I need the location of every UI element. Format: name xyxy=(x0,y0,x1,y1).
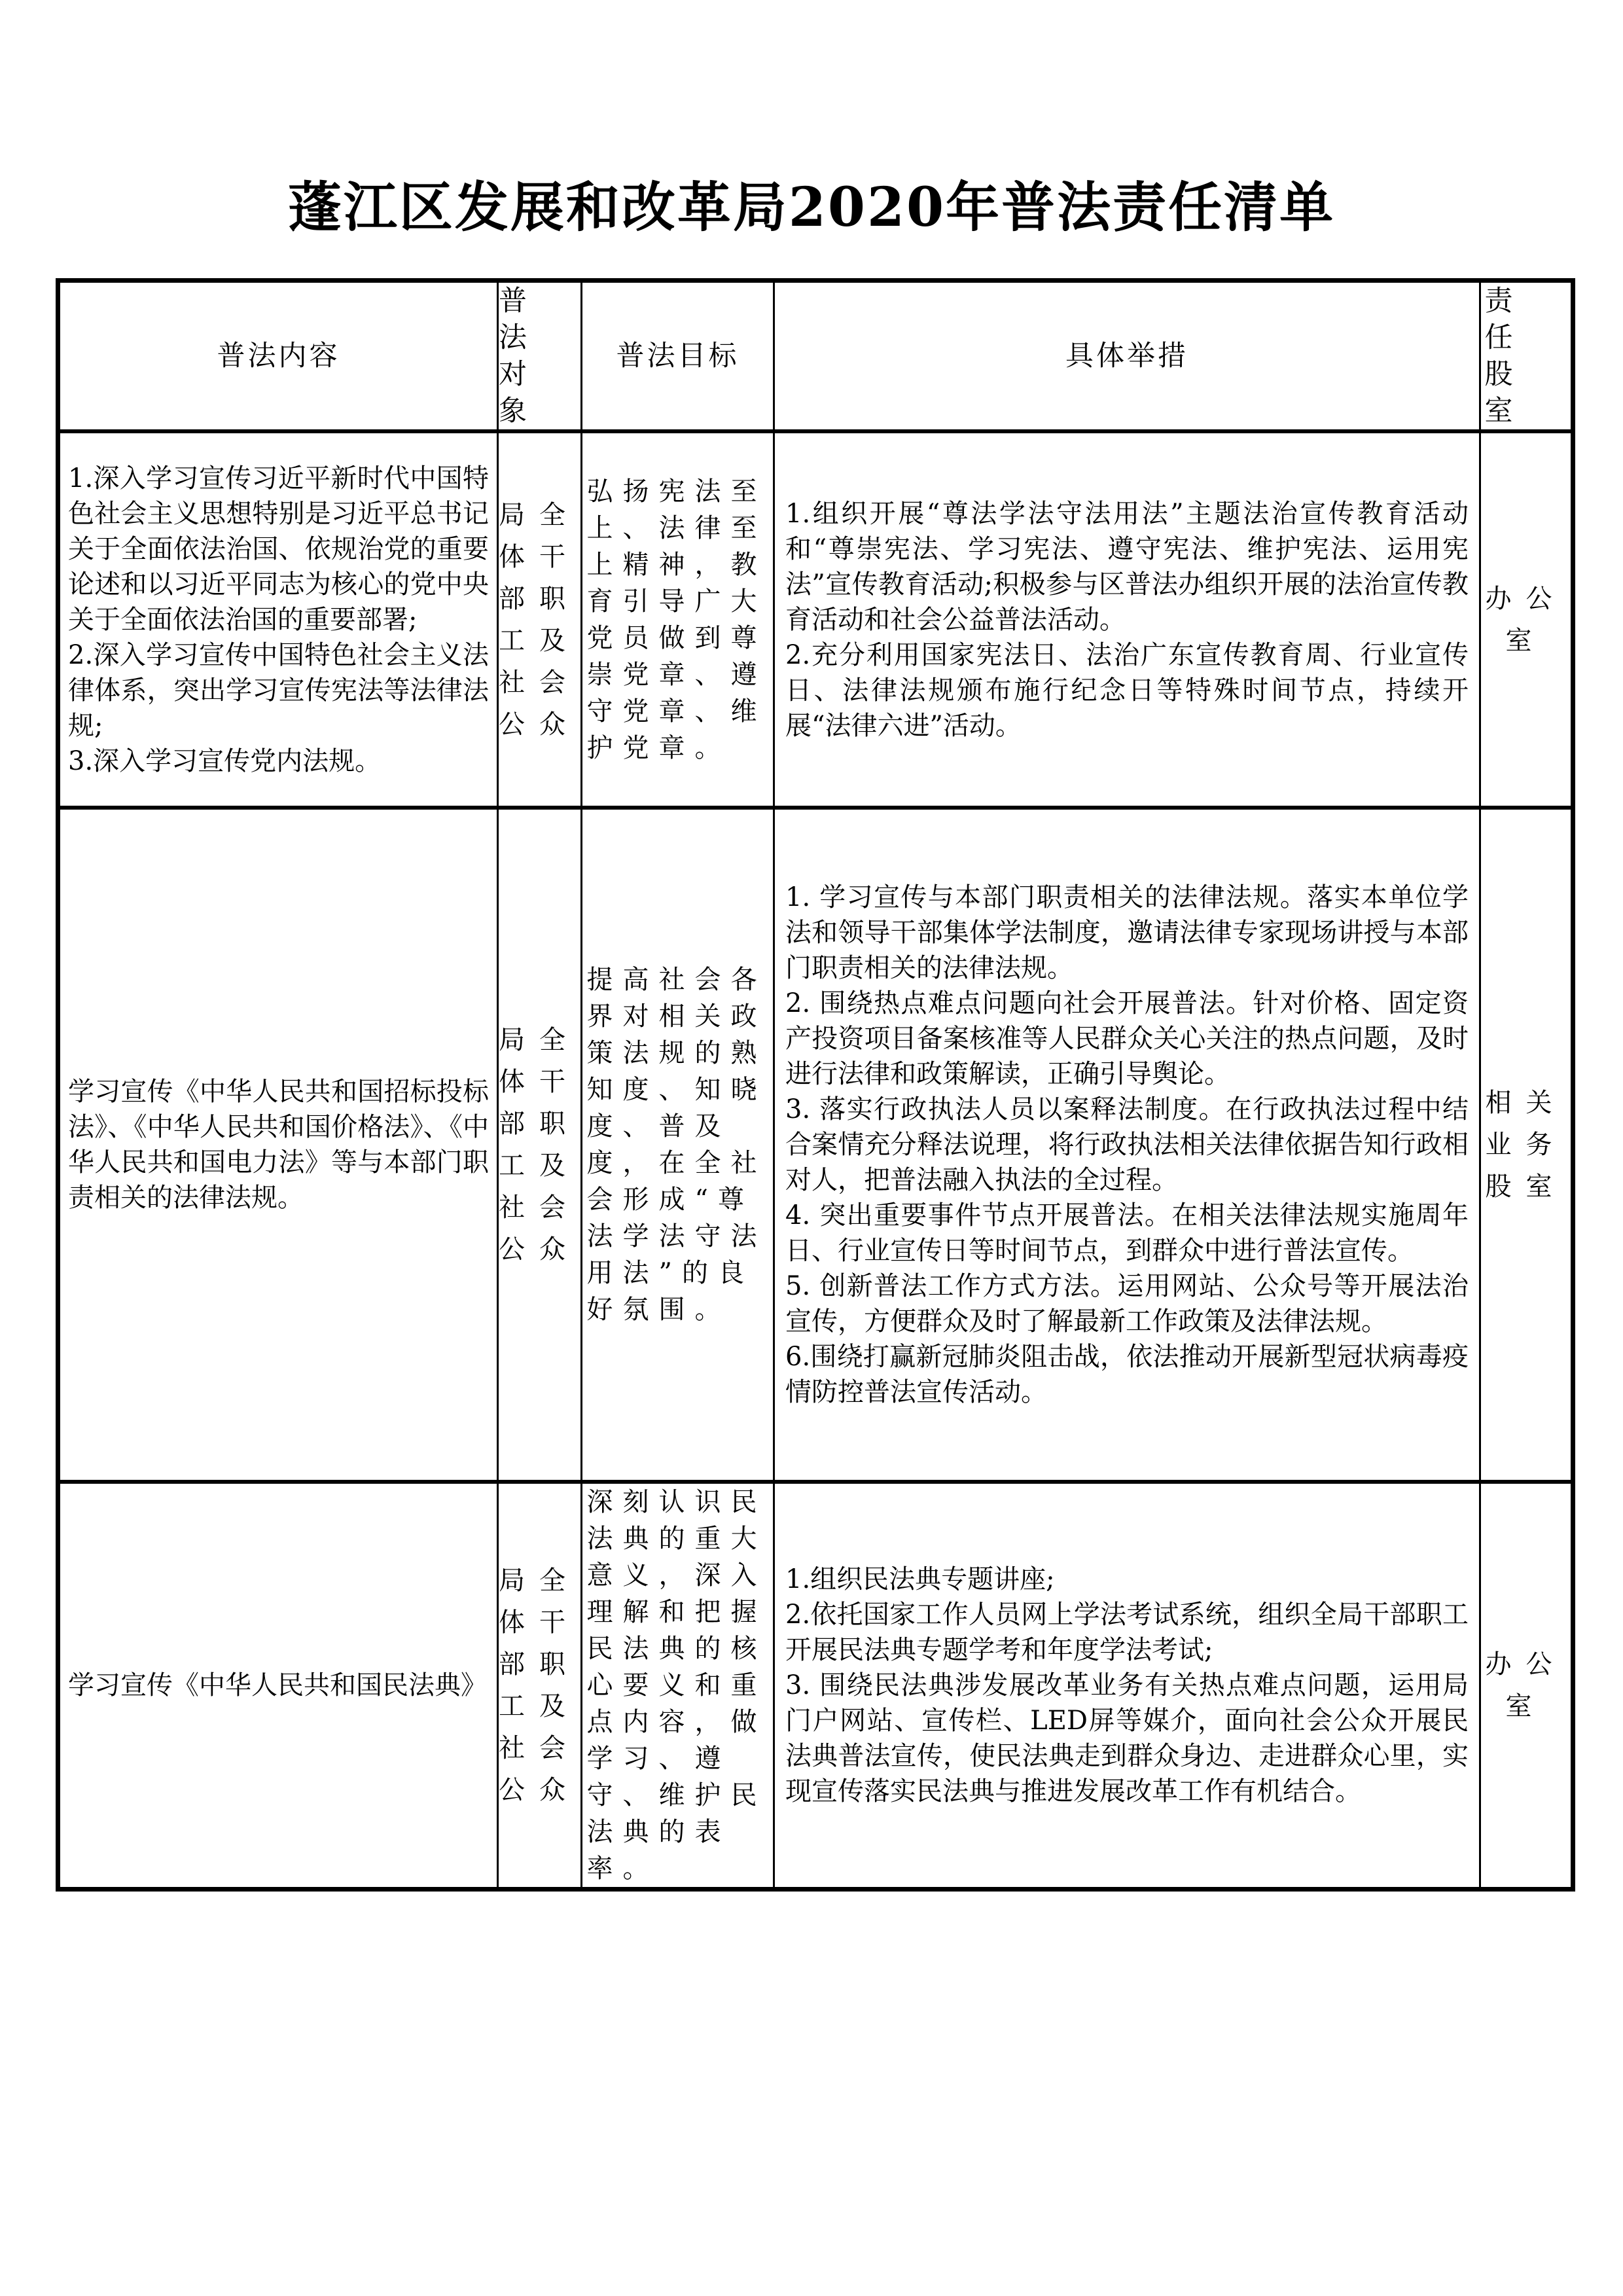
cell-r2-content xyxy=(58,808,498,1482)
cell-r3-measures xyxy=(774,1482,1480,1890)
content-item: 1.深入学习宣传习近平新时代中国特色社会主义思想特别是习近平总书记关于全面依法治国、依规治党的重要论述和以习近平同志为核心的党中央关于全面依法治国的重要部署; xyxy=(68,463,489,635)
cell-r1-measures xyxy=(774,431,1480,808)
table-row xyxy=(58,808,1573,1482)
content-item: 2.深入学习宣传中国特色社会主义法律体系，突出学习宣传宪法等法律法规; xyxy=(68,639,489,741)
cell-r3-content xyxy=(58,1482,498,1890)
col-header-pufa-content xyxy=(58,281,498,432)
measure-item: 3. 落实行政执法人员以案释法制度。在行政执法过程中结合案情充分释法说理，将行政执法相关法律依据告知行政相对人，把普法融入执法的全过程。 xyxy=(785,1094,1469,1195)
col-header-pufa-content-label: 普法内容 xyxy=(217,340,340,372)
measure-item: 6.围绕打赢新冠肺炎阻击战，依法推动开展新型冠状病毒疫情防控普法宣传活动。 xyxy=(785,1342,1469,1407)
col-header-office xyxy=(1480,281,1573,432)
office-text: 相关业务股室 xyxy=(1485,1088,1567,1202)
document-title: 蓬江区发展和改革局2020年普法责任清单 xyxy=(287,176,1336,239)
col-header-pufa-target xyxy=(498,281,582,432)
cell-r2-office xyxy=(1480,808,1573,1482)
cell-r1-office xyxy=(1480,431,1573,808)
goal-text: 提高社会各界对相关政策法规的熟知度、知晓度、普及度，在全社会形成“尊法学法守法用法”的良好氛围。 xyxy=(586,965,767,1325)
measure-item: 1.组织民法典专题讲座; xyxy=(785,1564,1055,1594)
measure-item: 3. 围绕民法典涉发展改革业务有关热点难点问题，运用局门户网站、宣传栏、LED屏等媒介，面向社会公众开展民法典普法宣传，使民法典走到群众身边、走进群众心里，实现宣传落实民法典与推进发展改革工作有机结合。 xyxy=(785,1670,1469,1806)
col-header-office-label: 责任股室 xyxy=(1484,285,1527,427)
measure-item: 2.依托国家工作人员网上学法考试系统，组织全局干部职工开展民法典专题学考和年度学法考试; xyxy=(785,1600,1469,1665)
table-row xyxy=(58,431,1573,808)
content-item: 学习宣传《中华人民共和国民法典》 xyxy=(68,1670,487,1700)
goal-text: 弘扬宪法至上、法律至上精神，教育引导广大党员做到尊崇党章、遵守党章、维护党章。 xyxy=(586,476,767,763)
cell-r2-measures xyxy=(774,808,1480,1482)
target-text: 局全体干部职工及社会公众 xyxy=(499,1025,580,1265)
cell-r3-office xyxy=(1480,1482,1573,1890)
table-row xyxy=(58,1482,1573,1890)
office-text: 办公室 xyxy=(1485,1649,1567,1721)
table-header-row xyxy=(58,281,1573,432)
content-item: 学习宣传《中华人民共和国招标投标法》、《中华人民共和国价格法》、《中华人民共和国电力法》等与本部门职责相关的法律法规。 xyxy=(68,1077,489,1213)
col-header-measures-label: 具体举措 xyxy=(1065,340,1188,372)
cell-r3-target xyxy=(498,1482,582,1890)
measure-item: 4. 突出重要事件节点开展普法。在相关法律法规实施周年日、行业宣传日等时间节点，到群众中进行普法宣传。 xyxy=(785,1200,1469,1266)
col-header-pufa-target-label: 普法对象 xyxy=(499,285,541,427)
goal-text: 深刻认识民法典的重大意义，深入理解和把握民法典的核心要义和重点内容，做学习、遵守、维护民法典的表率。 xyxy=(586,1487,767,1884)
measure-item: 2. 围绕热点难点问题向社会开展普法。针对价格、固定资产投资项目备案核准等人民群众关心关注的热点问题，及时进行法律和政策解读，正确引导舆论。 xyxy=(785,988,1469,1089)
cell-r2-target xyxy=(498,808,582,1482)
cell-r3-goal xyxy=(582,1482,774,1890)
office-text: 办公室 xyxy=(1485,583,1567,656)
cell-r1-goal xyxy=(582,431,774,808)
cell-r1-target xyxy=(498,431,582,808)
cell-r2-goal xyxy=(582,808,774,1482)
col-header-pufa-goal-label: 普法目标 xyxy=(616,340,740,372)
target-text: 局全体干部职工及社会公众 xyxy=(499,499,580,740)
responsibility-table xyxy=(56,278,1575,1892)
content-item: 3.深入学习宣传党内法规。 xyxy=(68,745,382,776)
target-text: 局全体干部职工及社会公众 xyxy=(499,1566,580,1805)
measure-item: 1. 学习宣传与本部门职责相关的法律法规。落实本单位学法和领导干部集体学法制度，邀请法律专家现场讲授与本部门职责相关的法律法规。 xyxy=(785,882,1469,983)
measure-item: 1.组织开展“尊法学法守法用法”主题法治宣传教育活动和“尊崇宪法、学习宪法、遵守宪法、维护宪法、运用宪法”宣传教育活动;积极参与区普法办组织开展的法治宣传教育活动和社会公益普法活动。 xyxy=(785,498,1469,635)
col-header-measures xyxy=(774,281,1480,432)
measure-item: 5. 创新普法工作方式方法。运用网站、公众号等开展法治宣传，方便群众及时了解最新工作政策及法律法规。 xyxy=(785,1271,1469,1336)
measure-item: 2.充分利用国家宪法日、法治广东宣传教育周、行业宣传日、法律法规颁布施行纪念日等特殊时间节点，持续开展“法律六进”活动。 xyxy=(785,639,1469,741)
cell-r1-content xyxy=(58,431,498,808)
col-header-pufa-goal xyxy=(582,281,774,432)
